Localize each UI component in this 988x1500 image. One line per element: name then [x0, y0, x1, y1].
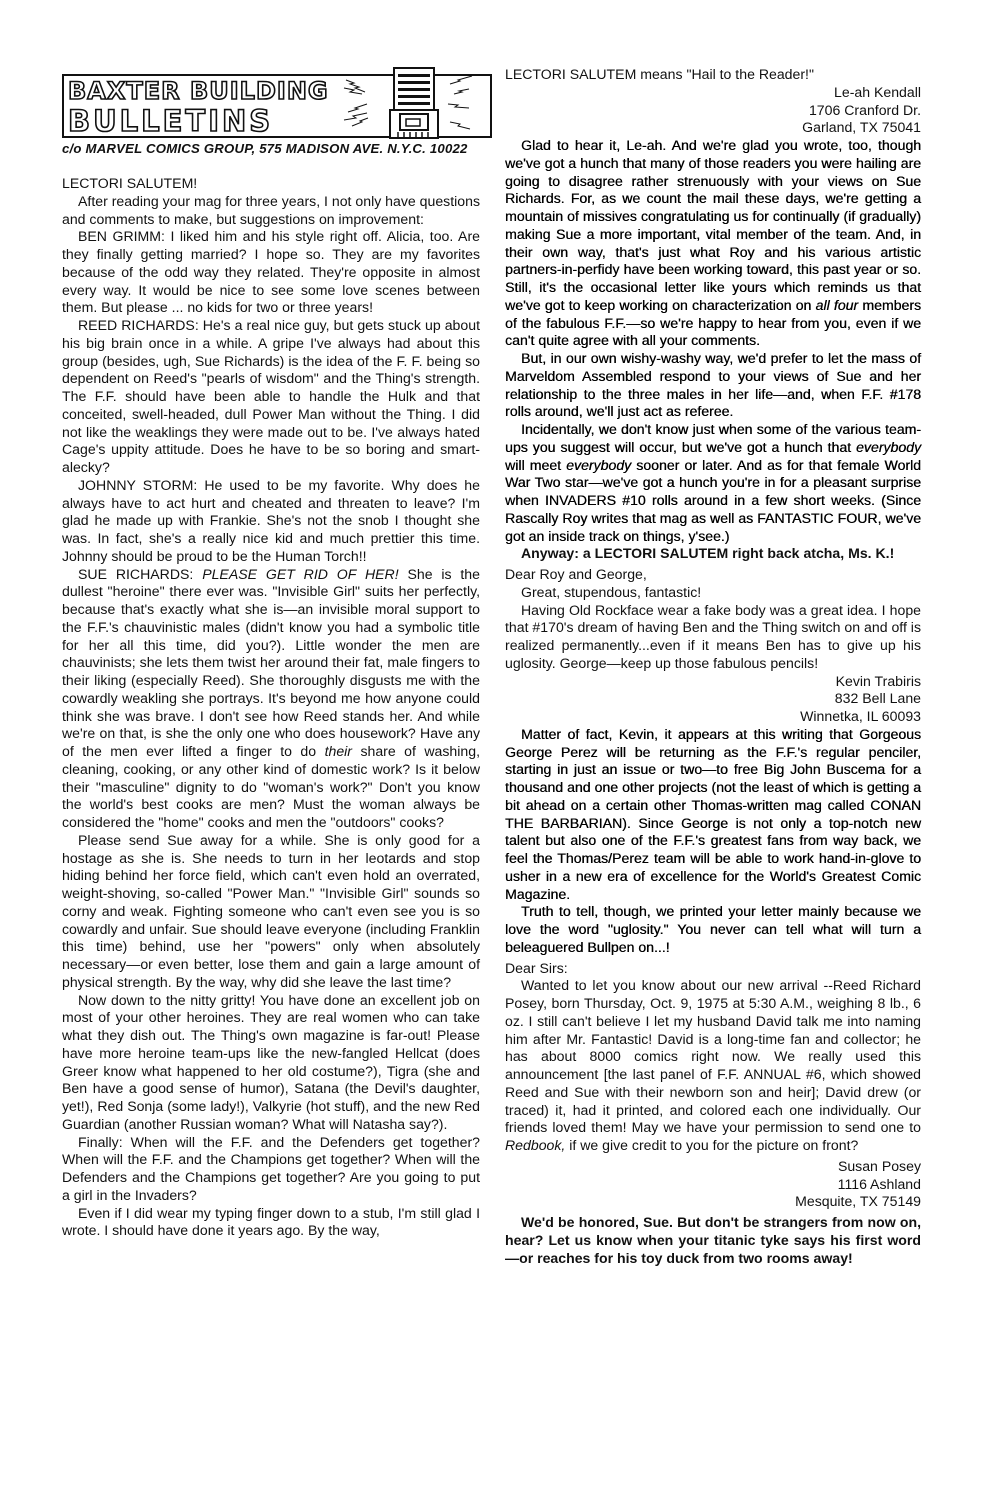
- text-segment: sooner or later. And as for that female World War Two star—we've got a hunch you're in for a pleasant surprise when INVADERS #10 rolls around in a few short weeks. (Since Rascally Roy writes that mag as well as FANTASTIC FOUR, we've got an inside track on things, y'see.): [505, 456, 921, 544]
- text-segment: LECTORI SALUTEM!: [62, 175, 198, 191]
- letter-paragraph: [62, 566, 480, 832]
- editor-reply-paragraph: [505, 545, 921, 563]
- editor-reply-paragraph: [505, 137, 921, 350]
- text-segment: Now down to the nitty gritty! You have done an excellent job on most of your other heroines. They are real women who can take what they dish out. The Thing's own magazine is far-out! Please have more heroine team-ups like the new-fangled Hellcat (does Greer know what happened to her old costume?), Tigra (she and Ben have a good sense of humor), Satana (the Devil's daughter, yet!), Red Sonja (some lady!), Valkyrie (hot stuff), and the new Red Guardian (another Russian woman? What will Natasha say?).: [62, 991, 480, 1132]
- letter-paragraph: [62, 175, 480, 193]
- italic-text: PLEASE GET RID OF HER!: [202, 565, 399, 582]
- text-segment: Matter of fact, Kevin, it appears at this writing that Gorgeous George Perez will be returning as the F.F.'s regular penciler, starting in just an issue or two—to free Big John Buscema for a thousand and one other projects (not the least of which is getting a bit ahead on a certain other Thomas-written mag called CONAN THE BARBARIAN). Since George is not only a top-notch new talent but also one of the F.F.'s greatest fans from way back, we feel the Thomas/Perez team will be able to work hand-in-glove to usher in a new era of excellence for the World's Greatest Comic Magazine.: [505, 725, 921, 902]
- text-segment: Great, stupendous, fantastic!: [521, 583, 702, 600]
- signature-line: [505, 102, 921, 120]
- left-column-letters: [62, 175, 480, 1240]
- editor-reply-paragraph: [505, 903, 921, 956]
- text-segment: Having Old Rockface wear a fake body was a great idea. I hope that #170's dream of having Ben and the Thing switch on and off is realized permanently...even if it means Ben has to give up his uglosity. George—keep up those fabulous pencils!: [505, 601, 921, 671]
- letter-paragraph: [62, 1134, 480, 1205]
- text-segment: share of washing, cleaning, cooking, or any other kind of domestic work? Is it below their "masculine" dignity to do "woman's work?" Don't you know the world's best cooks are men? Must the woman always be considered the "home" cooks and men the "outdoors" cooks?: [62, 743, 480, 830]
- signature-line: [505, 708, 921, 726]
- italic-text: everybody: [566, 456, 632, 473]
- letter-paragraph: [505, 566, 921, 584]
- text-segment: BEN GRIMM: I liked him and his style right off. Alicia, too. Are they finally getting married? I hope so. They are my favorites because of the odd way they related. They're opposite in almost every way. It would be nice to see some love scenes between them. But please ... no kids for two or three years!: [62, 228, 480, 316]
- letter-paragraph: [62, 317, 480, 477]
- letter-paragraph: [505, 66, 921, 84]
- letter-paragraph: [505, 960, 921, 978]
- text-segment: Dear Roy and George,: [505, 566, 647, 582]
- editor-reply-paragraph: [505, 1214, 921, 1267]
- text-segment: Le-ah Kendall: [834, 83, 921, 100]
- right-column-letters: [505, 66, 921, 1267]
- text-segment: Glad to hear it, Le-ah. And we're glad you wrote, too, though we've got a hunch that many of those readers you were hailing are going to disagree rather strenuously with your views on Sue Richards. For, as we count the mail these days, we're getting a mountain of missives congratulating us for continually (if gradually) making Sue a more important, vital member of the team. And, in their own way, that's just what Roy and his various artistic partners-in-perfidy have been working toward, this past year or so. Still, it's the occasional letter like yours which reminds us that we've got to keep working on characterization on: [505, 137, 921, 313]
- text-segment: Even if I did wear my typing finger down to a stub, I'm still glad I wrote. I should have done it years ago. By the way,: [62, 1204, 480, 1239]
- italic-text: their: [324, 743, 352, 759]
- signature-line: [505, 119, 921, 137]
- letter-paragraph: [62, 992, 480, 1134]
- letter-paragraph: [505, 602, 921, 673]
- text-segment: members of the fabulous F.F.—so we're happy to hear from you, even if we can't quite agree with all your comments.: [505, 296, 922, 349]
- text-segment: Mesquite, TX 75149: [795, 1193, 921, 1210]
- text-segment: Truth to tell, though, we printed your letter mainly because we love the word "uglosity." You never can tell what will turn a beleaguered Bullpen on...!: [505, 903, 921, 955]
- signature-line: [505, 673, 921, 691]
- editor-reply-paragraph: [505, 350, 921, 421]
- text-segment: But, in our own wishy-washy way, we'd prefer to let the mass of Marveldom Assembled respond to your views of Sue and her relationship to the three males in her life—and, when F.F. #178 rolls around, we'll just act as referee.: [505, 350, 921, 420]
- text-segment: Dear Sirs:: [505, 959, 568, 976]
- italic-text: Redbook,: [505, 1137, 566, 1153]
- text-segment: Garland, TX 75041: [802, 119, 921, 136]
- signature-line: [505, 84, 921, 102]
- letter-paragraph: [62, 228, 480, 317]
- logo-title-line2: BULLETINS: [68, 104, 274, 138]
- text-segment: After reading your mag for three years, I not only have questions and comments to make, but suggestions on improvement:: [62, 192, 480, 227]
- letter-paragraph: [505, 584, 921, 602]
- text-segment: LECTORI SALUTEM means "Hail to the Reader!": [505, 66, 814, 82]
- letter-paragraph: [505, 977, 921, 1155]
- baxter-building-bulletins-logo: [62, 74, 492, 138]
- letters-page-header: [62, 74, 492, 156]
- text-segment: Incidentally, we don't know just when some of the various team-ups you suggest will occur, but we've got a hunch that: [505, 421, 921, 455]
- text-segment: 832 Bell Lane: [834, 690, 921, 707]
- text-segment: Wanted to let you know about our new arrival --Reed Richard Posey, born Thursday, Oct. 9, 1975 at 5:30 A.M., weighing 8 lb., 6 oz. I still can't believe I let my husband David talk me into naming him after Mr. Fantastic! David is a long-time fan and collector; he has about 8000 comics right now. We really used this announcement [the last panel of F.F. ANNUAL #6, which showed Reed and Sue with their newborn son and heir]; David drew (or traced) it, had it printed, and colored each one individually. Our friends loved them! May we have your permission to send one to: [505, 977, 921, 1136]
- text-segment: Winnetka, IL 60093: [800, 708, 921, 724]
- baxter-building-icon: [338, 64, 488, 140]
- logo-title-line1: BAXTER BUILDING: [68, 77, 329, 105]
- text-segment: Anyway: a LECTORI SALUTEM right back atcha, Ms. K.!: [521, 545, 895, 562]
- text-segment: 1706 Cranford Dr.: [808, 101, 921, 118]
- text-segment: Finally: When will the F.F. and the Defenders get together? When will the F.F. and the Champions get together? When will the Defenders and the Champions get together? Are you going to put a girl in the Invaders?: [62, 1133, 480, 1203]
- mailing-address: c/o MARVEL COMICS GROUP, 575 MADISON AVE. N.Y.C. 10022: [62, 141, 468, 156]
- text-segment: We'd be honored, Sue. But don't be strangers from now on, hear? Let us know when your titanic tyke says his first word—or reaches for his toy duck from two rooms away!: [505, 1214, 921, 1266]
- text-segment: will meet: [505, 456, 567, 473]
- text-segment: SUE RICHARDS:: [78, 565, 203, 582]
- text-segment: REED RICHARDS: He's a real nice guy, but gets stuck up about his big brain once in a while. A gripe I've always had about this group (besides, ugh, Sue Richards) is the idea of the F. F. being so dependent on Reed's "pearls of wisdom" and the Thing's strength. The F.F. should have been able to handle the Hulk and that conceited, swell-headed, dull Power Man without the Thing. I did not like the weaklings they were made out to be. I've always hated Cage's uppity attitude. Does he have to be so boring and smart-alecky?: [62, 317, 480, 475]
- editor-reply-paragraph: [505, 726, 921, 904]
- text-segment: JOHNNY STORM: He used to be my favorite. Why does he always have to act hurt and cheated and threaten to leave? I'm glad he made up with Frankie. She's not the snob I thought she was. In fact, she's a really nice kid and much prettier this time. Johnny should be proud to be the Human Torch!!: [62, 476, 480, 564]
- signature-line: [505, 1176, 921, 1194]
- italic-text: all four: [815, 296, 859, 313]
- text-segment: 1116 Ashland: [837, 1175, 921, 1192]
- text-segment: Susan Posey: [837, 1157, 921, 1174]
- letter-paragraph: [62, 832, 480, 992]
- letter-paragraph: [62, 477, 480, 566]
- editor-reply-paragraph: [505, 421, 921, 545]
- italic-text: everybody: [855, 438, 921, 455]
- text-segment: She is the dullest "heroine" there ever was. "Invisible Girl" suits her perfectly, because that's exactly what she is—an invisible moral support to the F.F.'s chauvinistic males (didn't know you had a symbolic title for her all this time, did you?). Little wonder the men are chauvinists; she lets them twist her around their fat, male fingers to their liking (especially Reed). She thoroughly disgusts me with the cowardly weakling she portrays. It's beyond me how anyone could think she was brave. I don't see how Reed stands her. And while we're on that, is she the only one who does housework? Have any of the men ever lifted a finger to do: [62, 565, 480, 759]
- signature-line: [505, 1158, 921, 1176]
- text-segment: Kevin Trabiris: [835, 672, 921, 689]
- signature-line: [505, 1193, 921, 1211]
- signature-line: [505, 690, 921, 708]
- text-segment: Please send Sue away for a while. She is only good for a hostage as she is. She needs to turn in her leotards and stop hiding behind her force field, which can't even hold an overrated, weight-shoving, so-called "Power Man." "Invisible Girl" sounds so corny and weak. Fighting someone who can't even see you is so cowardly and unfair. Sue should leave everyone (including Franklin this time) behind, use her "powers" only when absolutely necessary—or even better, lose them and gain a large amount of physical strength. By the way, why did she leave the last time?: [62, 831, 480, 990]
- letter-paragraph: [62, 193, 480, 229]
- text-segment: if we give credit to you for the picture on front?: [565, 1137, 859, 1153]
- letter-paragraph: [62, 1205, 480, 1241]
